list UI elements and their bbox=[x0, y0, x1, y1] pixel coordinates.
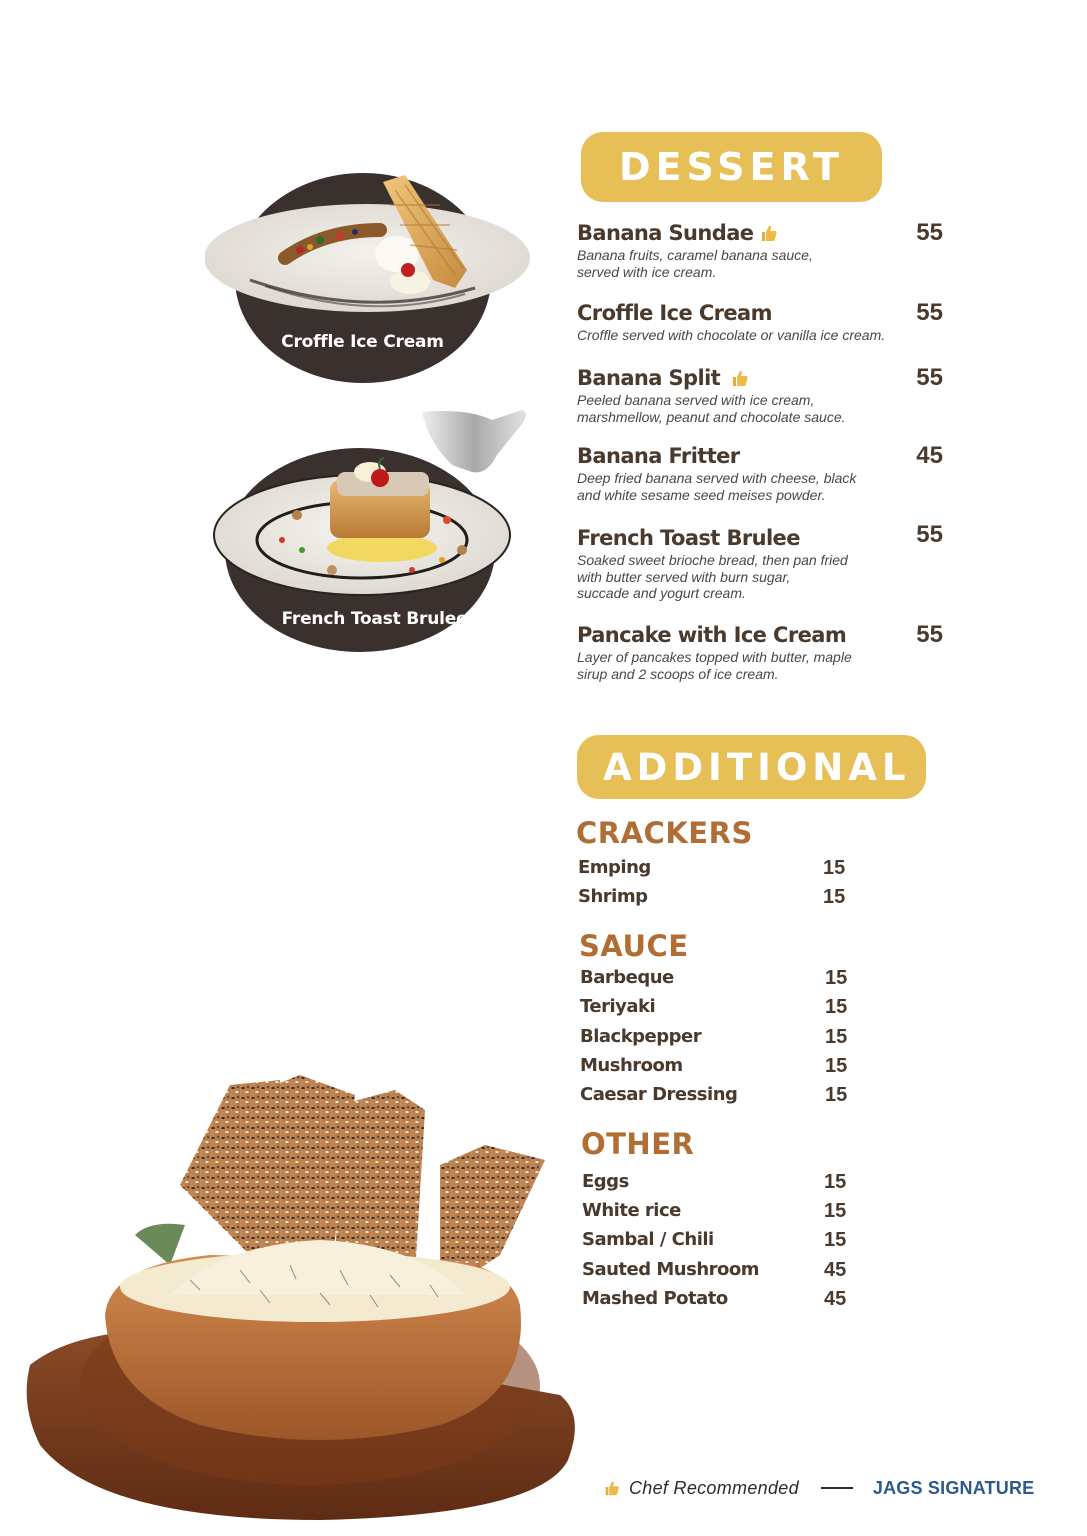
item-price: 15 bbox=[824, 1229, 847, 1251]
photo-french-toast-brulee bbox=[212, 400, 537, 660]
additional-item-barbeque bbox=[580, 967, 850, 995]
item-name: Pancake with Ice Cream bbox=[577, 623, 847, 647]
chef-recommended-label: Chef Recommended bbox=[629, 1477, 799, 1498]
item-name: Mushroom bbox=[580, 1055, 683, 1076]
menu-item-french-toast-brulee bbox=[577, 521, 957, 602]
photo-caption: Croffle Ice Cream bbox=[281, 332, 444, 352]
menu-item-croffle-ice-cream bbox=[577, 300, 967, 344]
menu-item-banana-fritter bbox=[577, 443, 957, 503]
additional-item-mushroom bbox=[580, 1055, 850, 1083]
item-name: White rice bbox=[582, 1200, 681, 1221]
photo-caption: French Toast Brulee bbox=[281, 609, 468, 629]
item-name: Croffle Ice Cream bbox=[577, 301, 772, 325]
item-name: Shrimp bbox=[578, 886, 648, 907]
item-price: 45 bbox=[824, 1259, 847, 1281]
thumbs-up-icon bbox=[759, 223, 779, 243]
thumbs-up-icon bbox=[730, 368, 750, 388]
category-title-sauce: SAUCE bbox=[579, 929, 689, 963]
menu-item-banana-split bbox=[577, 365, 957, 425]
item-description: Layer of pancakes topped with butter, maple sirup and 2 scoops of ice cream. bbox=[577, 649, 852, 682]
item-price: 15 bbox=[825, 1084, 848, 1106]
item-name: Sauted Mushroom bbox=[582, 1259, 760, 1280]
croffle-plate-image bbox=[205, 170, 540, 385]
item-price: 55 bbox=[916, 364, 943, 391]
category-title-other: OTHER bbox=[581, 1127, 695, 1161]
item-name: French Toast Brulee bbox=[577, 526, 800, 550]
additional-item-emping bbox=[578, 857, 848, 885]
item-description: Deep fried banana served with cheese, black and white sesame seed meises powder. bbox=[577, 470, 857, 503]
item-description: Peeled banana served with ice cream, marshmellow, peanut and chocolate sauce. bbox=[577, 392, 846, 425]
photo-sesame-fritter-bowl bbox=[20, 1065, 585, 1535]
item-description: Soaked sweet brioche bread, then pan fried with butter served with burn sugar, succade and yogurt cream. bbox=[577, 552, 848, 601]
additional-item-shrimp bbox=[578, 886, 848, 914]
additional-item-blackpepper bbox=[580, 1026, 850, 1054]
item-name: Banana Split bbox=[577, 365, 957, 391]
item-price: 15 bbox=[825, 967, 848, 989]
thumbs-up-icon bbox=[603, 1479, 621, 1497]
item-price: 15 bbox=[823, 857, 846, 879]
item-name: Banana Sundae bbox=[577, 220, 957, 246]
item-price: 15 bbox=[824, 1200, 847, 1222]
item-name: Mashed Potato bbox=[582, 1288, 728, 1309]
brand-signature: JAGS SIGNATURE bbox=[872, 1477, 1035, 1498]
item-name: Teriyaki bbox=[580, 996, 656, 1017]
additional-item-mashed-potato bbox=[582, 1288, 852, 1316]
item-name: Caesar Dressing bbox=[580, 1084, 738, 1105]
item-price: 15 bbox=[825, 1026, 848, 1048]
additional-section-header: ADDITIONAL bbox=[577, 735, 926, 799]
item-price: 45 bbox=[916, 442, 943, 469]
item-name: Eggs bbox=[582, 1171, 629, 1192]
item-name: Blackpepper bbox=[580, 1026, 702, 1047]
item-price: 55 bbox=[916, 621, 943, 648]
item-price: 15 bbox=[825, 1055, 848, 1077]
item-price: 55 bbox=[916, 521, 943, 548]
menu-item-banana-sundae bbox=[577, 220, 957, 280]
dessert-section-header: DESSERT bbox=[581, 132, 882, 202]
item-description: Croffle served with chocolate or vanilla ice cream. bbox=[577, 327, 886, 343]
item-name: Barbeque bbox=[580, 967, 674, 988]
item-price: 55 bbox=[916, 299, 943, 326]
item-price: 45 bbox=[824, 1288, 847, 1310]
footer-legend bbox=[603, 1474, 1034, 1502]
divider-dash bbox=[821, 1487, 853, 1489]
additional-item-teriyaki bbox=[580, 996, 850, 1024]
additional-item-sambal-chili bbox=[582, 1229, 852, 1257]
category-title-crackers: CRACKERS bbox=[576, 816, 753, 850]
sesame-banana-fritter-bowl-image bbox=[20, 1065, 585, 1535]
item-price: 55 bbox=[916, 219, 943, 246]
additional-item-sauted-mushroom bbox=[582, 1259, 852, 1287]
additional-item-eggs bbox=[582, 1171, 852, 1199]
item-price: 15 bbox=[823, 886, 846, 908]
item-description: Banana fruits, caramel banana sauce, served with ice cream. bbox=[577, 247, 813, 280]
photo-croffle-ice-cream bbox=[205, 170, 540, 385]
additional-item-caesar-dressing bbox=[580, 1084, 850, 1112]
item-price: 15 bbox=[825, 996, 848, 1018]
menu-item-pancake-with-ice-cream bbox=[577, 622, 957, 682]
item-price: 15 bbox=[824, 1171, 847, 1193]
item-name: Emping bbox=[578, 857, 651, 878]
additional-item-white-rice bbox=[582, 1200, 852, 1228]
item-name: Banana Fritter bbox=[577, 444, 740, 468]
item-name: Sambal / Chili bbox=[582, 1229, 714, 1250]
